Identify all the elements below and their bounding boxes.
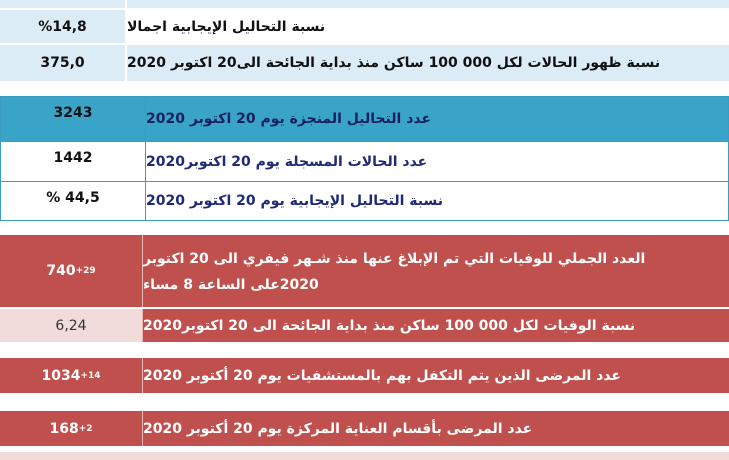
table-row [0, 309, 729, 342]
icu-value [0, 411, 143, 446]
positive-rate-daily-value: % 44,5 [1, 182, 146, 220]
positive-rate-total-label: نسبة التحاليل الإيجابية اجمالا [127, 10, 729, 43]
incidence-rate-label: نسبة ظهور الحالات لكل 000 100 ساكن منذ بداية الجائحة الى20 اكتوبر 2020 [127, 45, 729, 81]
death-rate-label: نسبة الوفيات لكل 000 100 ساكن منذ بداية الجائحة الى 20 اكتوبر2020 [143, 309, 729, 342]
total-deaths-label-line1: العدد الجملي للوفيات التي تم الإبلاغ عنها منذ شـهر فيفري الى 20 اكتوبر [143, 251, 646, 267]
positive-rate-daily-label: نسبة التحاليل الإيجابية يوم 20 اكتوبر 2020 [146, 182, 728, 220]
table-row [0, 411, 729, 446]
table-row [0, 45, 729, 81]
table-row [0, 96, 729, 142]
death-rate-value: 6,24 [0, 309, 143, 342]
table-row [0, 10, 729, 43]
tests-done-value: 3243 [1, 97, 146, 141]
hospitalized-number: 1034 [41, 367, 81, 384]
hospitalized-label: عدد المرضى الذين يتم التكفل بهم بالمستشفيات يوم 20 أكتوبر 2020 [143, 358, 729, 393]
table-row [0, 235, 729, 307]
table-row [0, 182, 729, 221]
total-deaths-number: 740 [46, 263, 76, 279]
tests-done-label: عدد التحاليل المنجزة يوم 20 اكتوبر 2020 [146, 97, 728, 141]
cases-recorded-label: عدد الحالات المسجلة يوم 20 اكتوبر2020 [146, 142, 728, 181]
icu-label: عدد المرضى بأقسام العناية المركزة يوم 20 أكتوبر 2020 [143, 411, 729, 446]
partial-label-cell [127, 0, 729, 8]
total-deaths-label-line2: 2020على الساعة 8 مساء [143, 277, 319, 293]
table-row [0, 142, 729, 182]
partial-top-row [0, 0, 729, 8]
total-deaths-increment: +29 [75, 266, 96, 276]
positive-rate-total-value: %14,8 [0, 10, 127, 43]
incidence-rate-value: 375,0 [0, 45, 127, 81]
partial-bottom-row [0, 452, 729, 460]
hospitalized-value [0, 358, 143, 393]
hospitalized-increment: +14 [80, 370, 101, 381]
partial-value-cell [0, 0, 127, 8]
total-deaths-value [0, 235, 143, 307]
table-row [0, 358, 729, 393]
icu-number: 168 [49, 420, 79, 437]
icu-increment: +2 [78, 423, 93, 434]
total-deaths-label [143, 235, 729, 307]
cases-recorded-value: 1442 [1, 142, 146, 181]
